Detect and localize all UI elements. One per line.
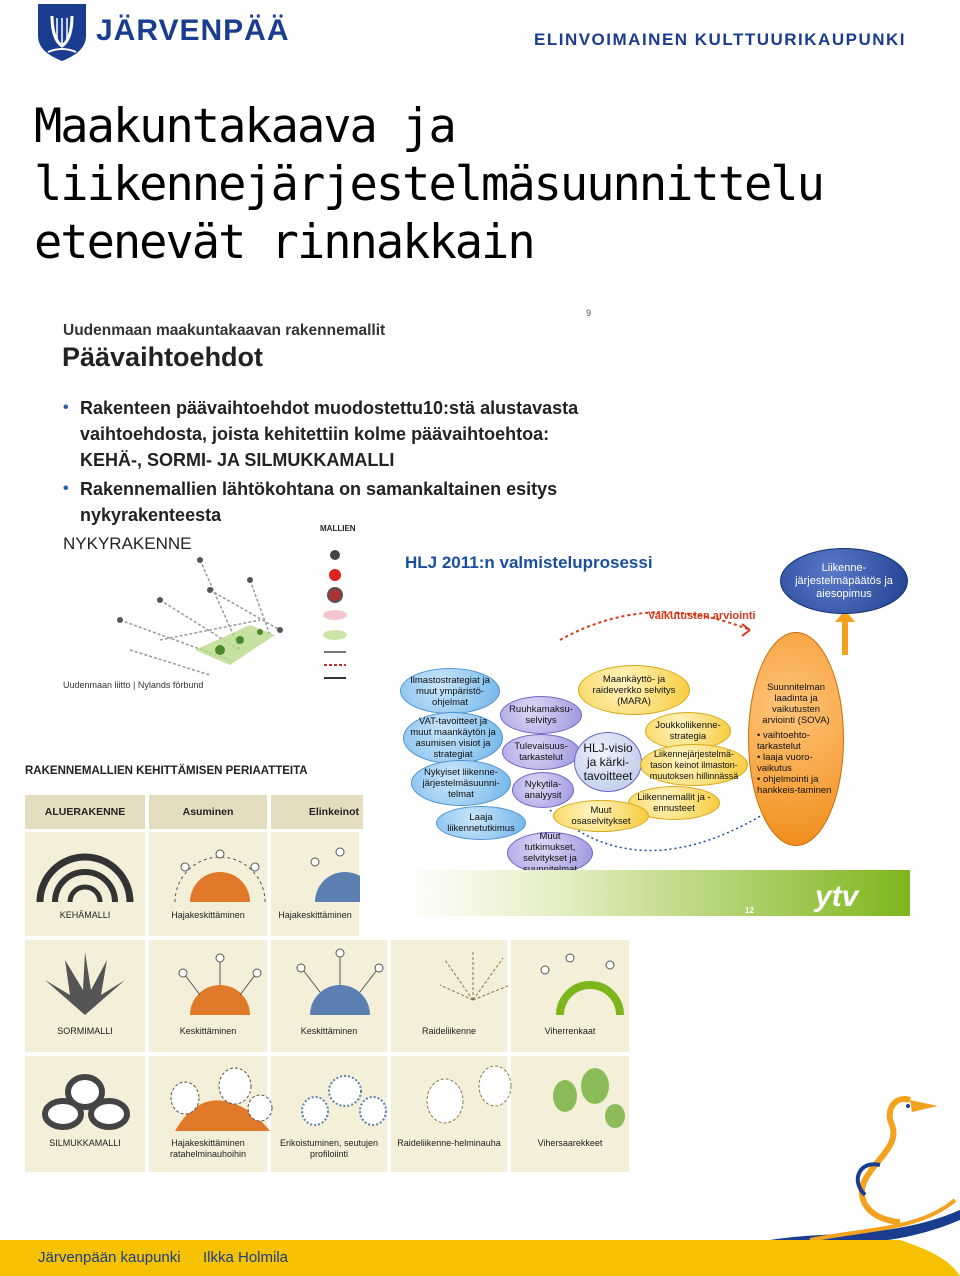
city-crest-logo bbox=[36, 2, 88, 62]
principle-caption: Erikoistuminen, seutujen profiloiinti bbox=[279, 1138, 379, 1159]
principle-caption: Hajakeskittäminen ratahelminauhoihin bbox=[169, 1138, 247, 1159]
study-bubble: Ruuhkamaksu-selvitys bbox=[500, 696, 582, 734]
principle-caption: Keskittäminen bbox=[179, 1026, 237, 1036]
hlj-page-number: 12 bbox=[745, 906, 754, 915]
substudy-bubble: Maankäyttö- ja raideverkko selvitys (MARA) bbox=[578, 665, 690, 715]
substudy-bubble: Muut osaselvitykset bbox=[553, 800, 649, 832]
sova-bullet: • laaja vuoro-vaikutus bbox=[757, 752, 813, 774]
principle-caption: Hajakeskittäminen bbox=[171, 910, 245, 920]
principle-caption: Hajakeskittäminen bbox=[278, 910, 352, 920]
source-note: Uudenmaan liitto | Nylands förbund bbox=[63, 680, 204, 690]
input-bubble: Nykyiset liikenne-järjestelmäsuunni-telmat bbox=[411, 760, 511, 806]
input-bubble: VAT-tavoitteet ja muut maankäytön ja asumisen visiot ja strategiat bbox=[403, 712, 503, 764]
input-bubble: Laaja liikennetutkimus bbox=[436, 806, 526, 840]
principle-caption: SILMUKKAMALLI bbox=[49, 1138, 121, 1148]
study-bubble: Tulevaisuus-tarkastelut bbox=[502, 734, 580, 770]
slide-bullet: • Rakenteen päävaihtoehdot muodostettu10:stä alustavasta vaihtoehdosta, joista kehitettiin kolme päävaihtoehtoa: KEHÄ-, SORMI- JA SILMUKKAMALLI bbox=[63, 398, 579, 470]
decision-bubble: Liikenne-järjestelmäpäätös ja aiesopimus bbox=[780, 548, 908, 614]
substudy-bubble: Joukkoliikenne-strategia bbox=[645, 712, 731, 750]
study-bubble: Nykytila-analyysit bbox=[512, 772, 574, 808]
substudy-bubble: Liikennemallit ja -ennusteet bbox=[628, 786, 720, 820]
principle-caption: Raideliikenne-helminauha bbox=[397, 1138, 501, 1148]
ring-model-icons bbox=[25, 832, 360, 912]
principle-caption: KEHÄMALLI bbox=[59, 910, 111, 920]
center-bubble: HLJ-visio ja kärki-tavoitteet bbox=[574, 732, 642, 792]
slide-heading: Päävaihtoehdot bbox=[62, 342, 264, 372]
city-slogan: ELINVOIMAINEN KULTTUURIKAUPUNKI bbox=[534, 30, 907, 49]
principle-caption: Keskittäminen bbox=[300, 1026, 358, 1036]
structure-map-image bbox=[100, 540, 360, 690]
sova-title: Suunnitelman laadinta ja vaikutusten arviointi (SOVA) bbox=[762, 682, 830, 726]
footer-organization: Järvenpään kaupunki bbox=[38, 1249, 181, 1266]
slide-page-number: 9 bbox=[586, 308, 592, 318]
page-title bbox=[34, 98, 934, 272]
study-bubble: Muut tutkimukset, selvitykset ja bbox=[507, 832, 593, 874]
footer-author: Ilkka Holmila bbox=[203, 1249, 289, 1266]
substudy-bubble: Liikennejärjestelmä-tason keinot ilmaston-muutoksen hillinnässä bbox=[640, 744, 748, 786]
legend-label: MALLIEN bbox=[320, 524, 356, 533]
slide-subtitle: Uudenmaan maakuntakaavan rakennemallit bbox=[63, 322, 386, 339]
sova-bullet: • vaihtoehto-tarkastelut bbox=[757, 730, 810, 752]
sova-bullet: • ohjelmointi ja hankkeis-taminen bbox=[757, 774, 832, 796]
finger-model-icons bbox=[25, 940, 630, 1025]
title-line: etenevät rinnakkain bbox=[34, 215, 534, 270]
assessment-label: Vaikutusten arviointi bbox=[648, 610, 756, 622]
slide-bullet: • Rakennemallien lähtökohtana on samankaltainen esitys nykyrakenteesta bbox=[63, 479, 558, 525]
principle-caption: SORMIMALLI bbox=[57, 1026, 113, 1036]
title-line: liikennejärjestelmäsuunnittelu bbox=[34, 157, 823, 212]
principles-header: ALUERAKENNE bbox=[25, 795, 145, 829]
principles-title: RAKENNEMALLIEN KEHITTÄMISEN PERIAATTEITA bbox=[25, 765, 308, 777]
city-name: JÄRVENPÄÄ bbox=[96, 14, 290, 47]
principles-header: Elinkeinot bbox=[271, 795, 363, 829]
sova-bubble bbox=[748, 632, 844, 846]
hlj-slide-title: HLJ 2011:n valmisteluprosessi bbox=[405, 553, 653, 572]
loop-model-icons bbox=[25, 1056, 630, 1136]
title-line: Maakuntakaava ja bbox=[34, 99, 455, 154]
principle-caption: Viherrenkaat bbox=[544, 1026, 596, 1036]
principles-header: Asuminen bbox=[149, 795, 267, 829]
bird-mascot-logo bbox=[770, 1090, 960, 1250]
input-bubble: Ilmastostrategiat ja muut ympäristö-ohjelmat bbox=[400, 668, 500, 714]
ytv-logo: ytv bbox=[815, 880, 859, 913]
principle-caption: Vihersaarekkeet bbox=[537, 1138, 603, 1148]
map-label: NYKYRAKENNE bbox=[63, 534, 192, 553]
principle-caption: Raideliikenne bbox=[421, 1026, 477, 1036]
